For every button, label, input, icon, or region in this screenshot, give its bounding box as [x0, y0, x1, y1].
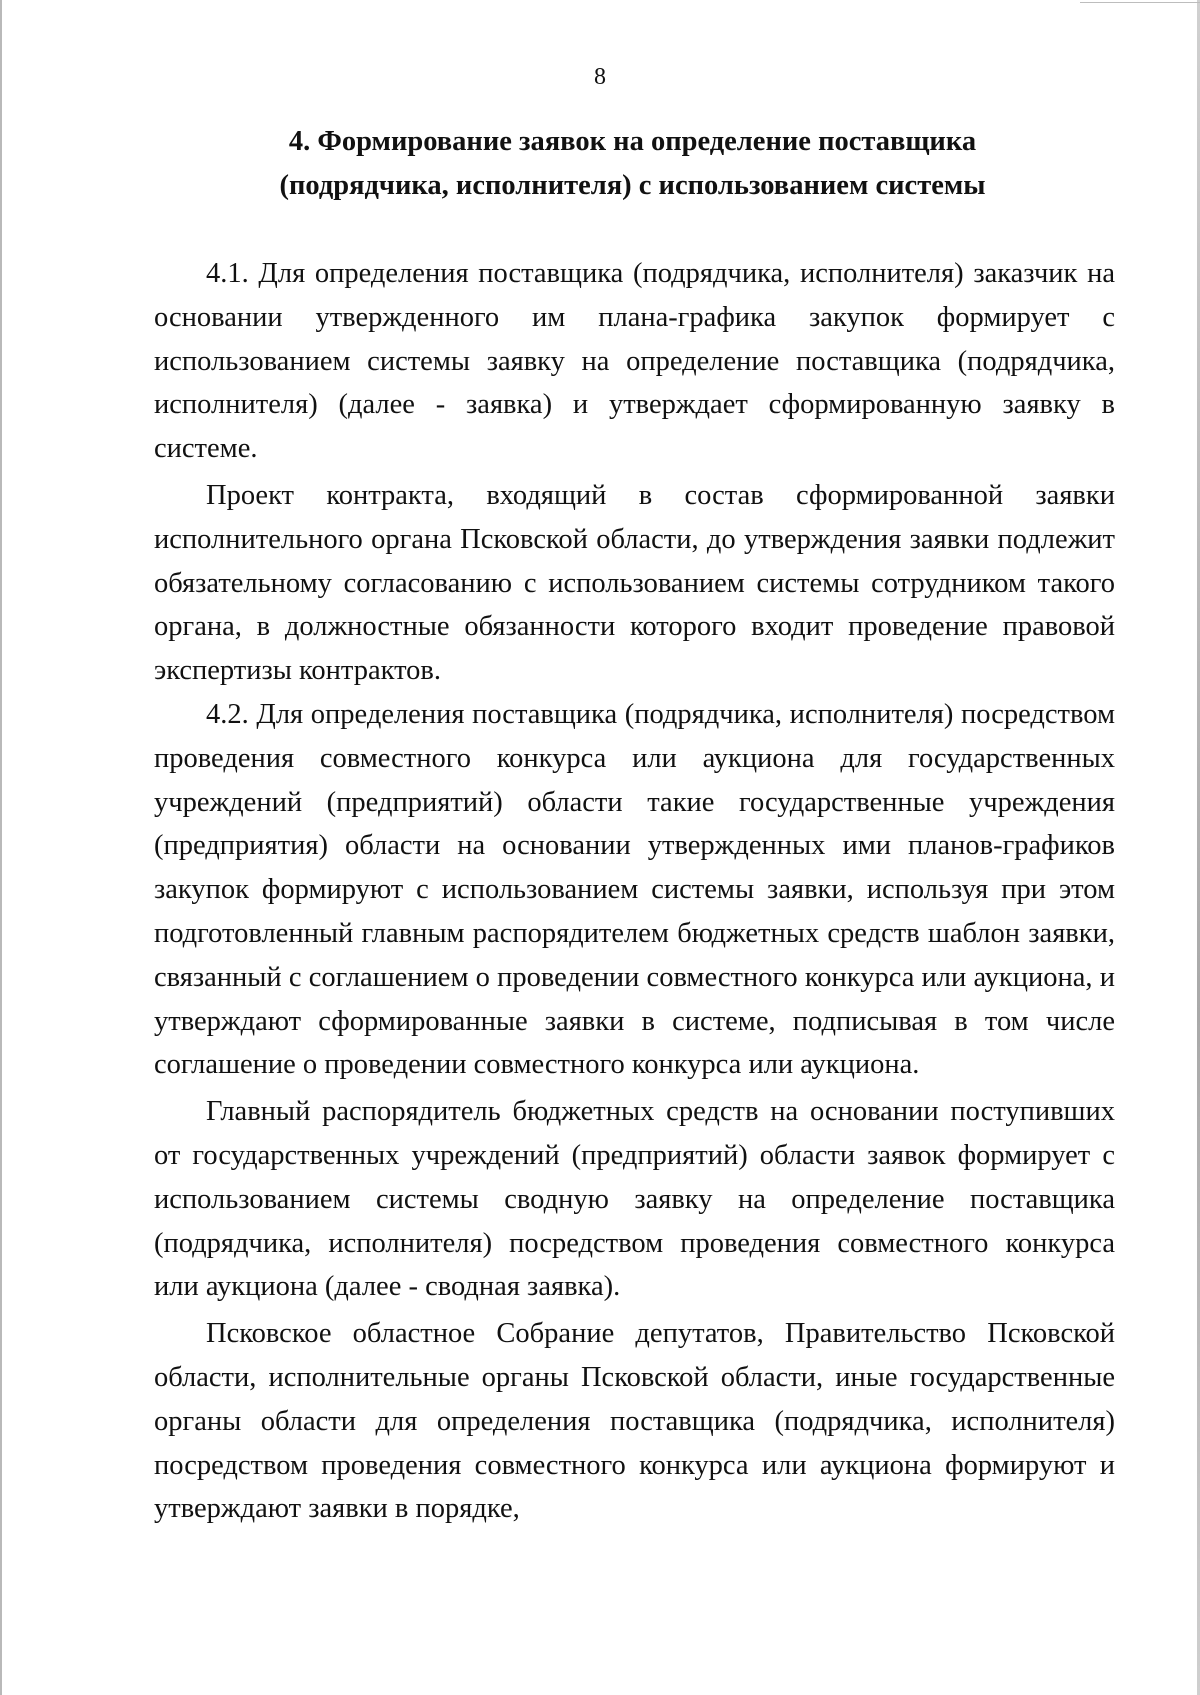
paragraph-state-bodies: Псковское областное Собрание депутатов, Правительство Псковской области, исполнительные органы Псковской области, иные государственные органы области для определения поставщика (подрядчика, исполнителя) посредством проведения совместного конкурса или аукциона формируют и утверждают заявки в порядке,	[154, 1318, 1115, 1525]
section-heading-line-2: (подрядчика, исполнителя) с использованием системы	[279, 170, 986, 201]
page-number: 8	[594, 64, 606, 90]
section-heading-line-1: 4. Формирование заявок на определение поставщика	[288, 126, 977, 157]
paragraph-consolidated-request: Главный распорядитель бюджетных средств на основании поступивших от государственных учреждений (предприятий) области заявок формирует с использованием системы сводную заявку на определение поставщика (подрядчика, исполнителя) посредством проведения совместного конкурса или аукциона (далее - сводная заявка).	[154, 1096, 1115, 1303]
paragraph-4-2: 4.2. Для определения поставщика (подрядчика, исполнителя) посредством проведения совместного конкурса или аукциона для государственных учреждений (предприятий) области такие государственные учреждения (предприятия) области на основании утвержденных ими планов-графиков закупок формируют с использованием системы заявки, используя при этом подготовленный главным распорядителем бюджетных средств шаблон заявки, связанный с соглашением о проведении совместного конкурса или аукциона, и утверждают сформированные заявки в системе, подписывая в том числе соглашение о проведении совместного конкурса или аукциона.	[154, 698, 1115, 1081]
document-body	[154, 252, 1115, 1531]
paragraph-contract-approval: Проект контракта, входящий в состав сформированной заявки исполнительного органа Псковской области, до утверждения заявки подлежит обязательному согласованию с использованием системы сотрудником такого органа, в должностные обязанности которого входит проведение правовой экспертизы контрактов.	[154, 479, 1115, 687]
paragraph-4-1: 4.1. Для определения поставщика (подрядчика, исполнителя) заказчик на основании утвержденного им плана-графика закупок формирует с использованием системы заявку на определение поставщика (подрядчика, исполнителя) (далее - заявка) и утверждает сформированную заявку в системе.	[154, 258, 1115, 465]
scan-edge-left	[0, 0, 2, 1695]
scan-edge-top	[1080, 2, 1200, 3]
section-heading	[150, 120, 1115, 208]
